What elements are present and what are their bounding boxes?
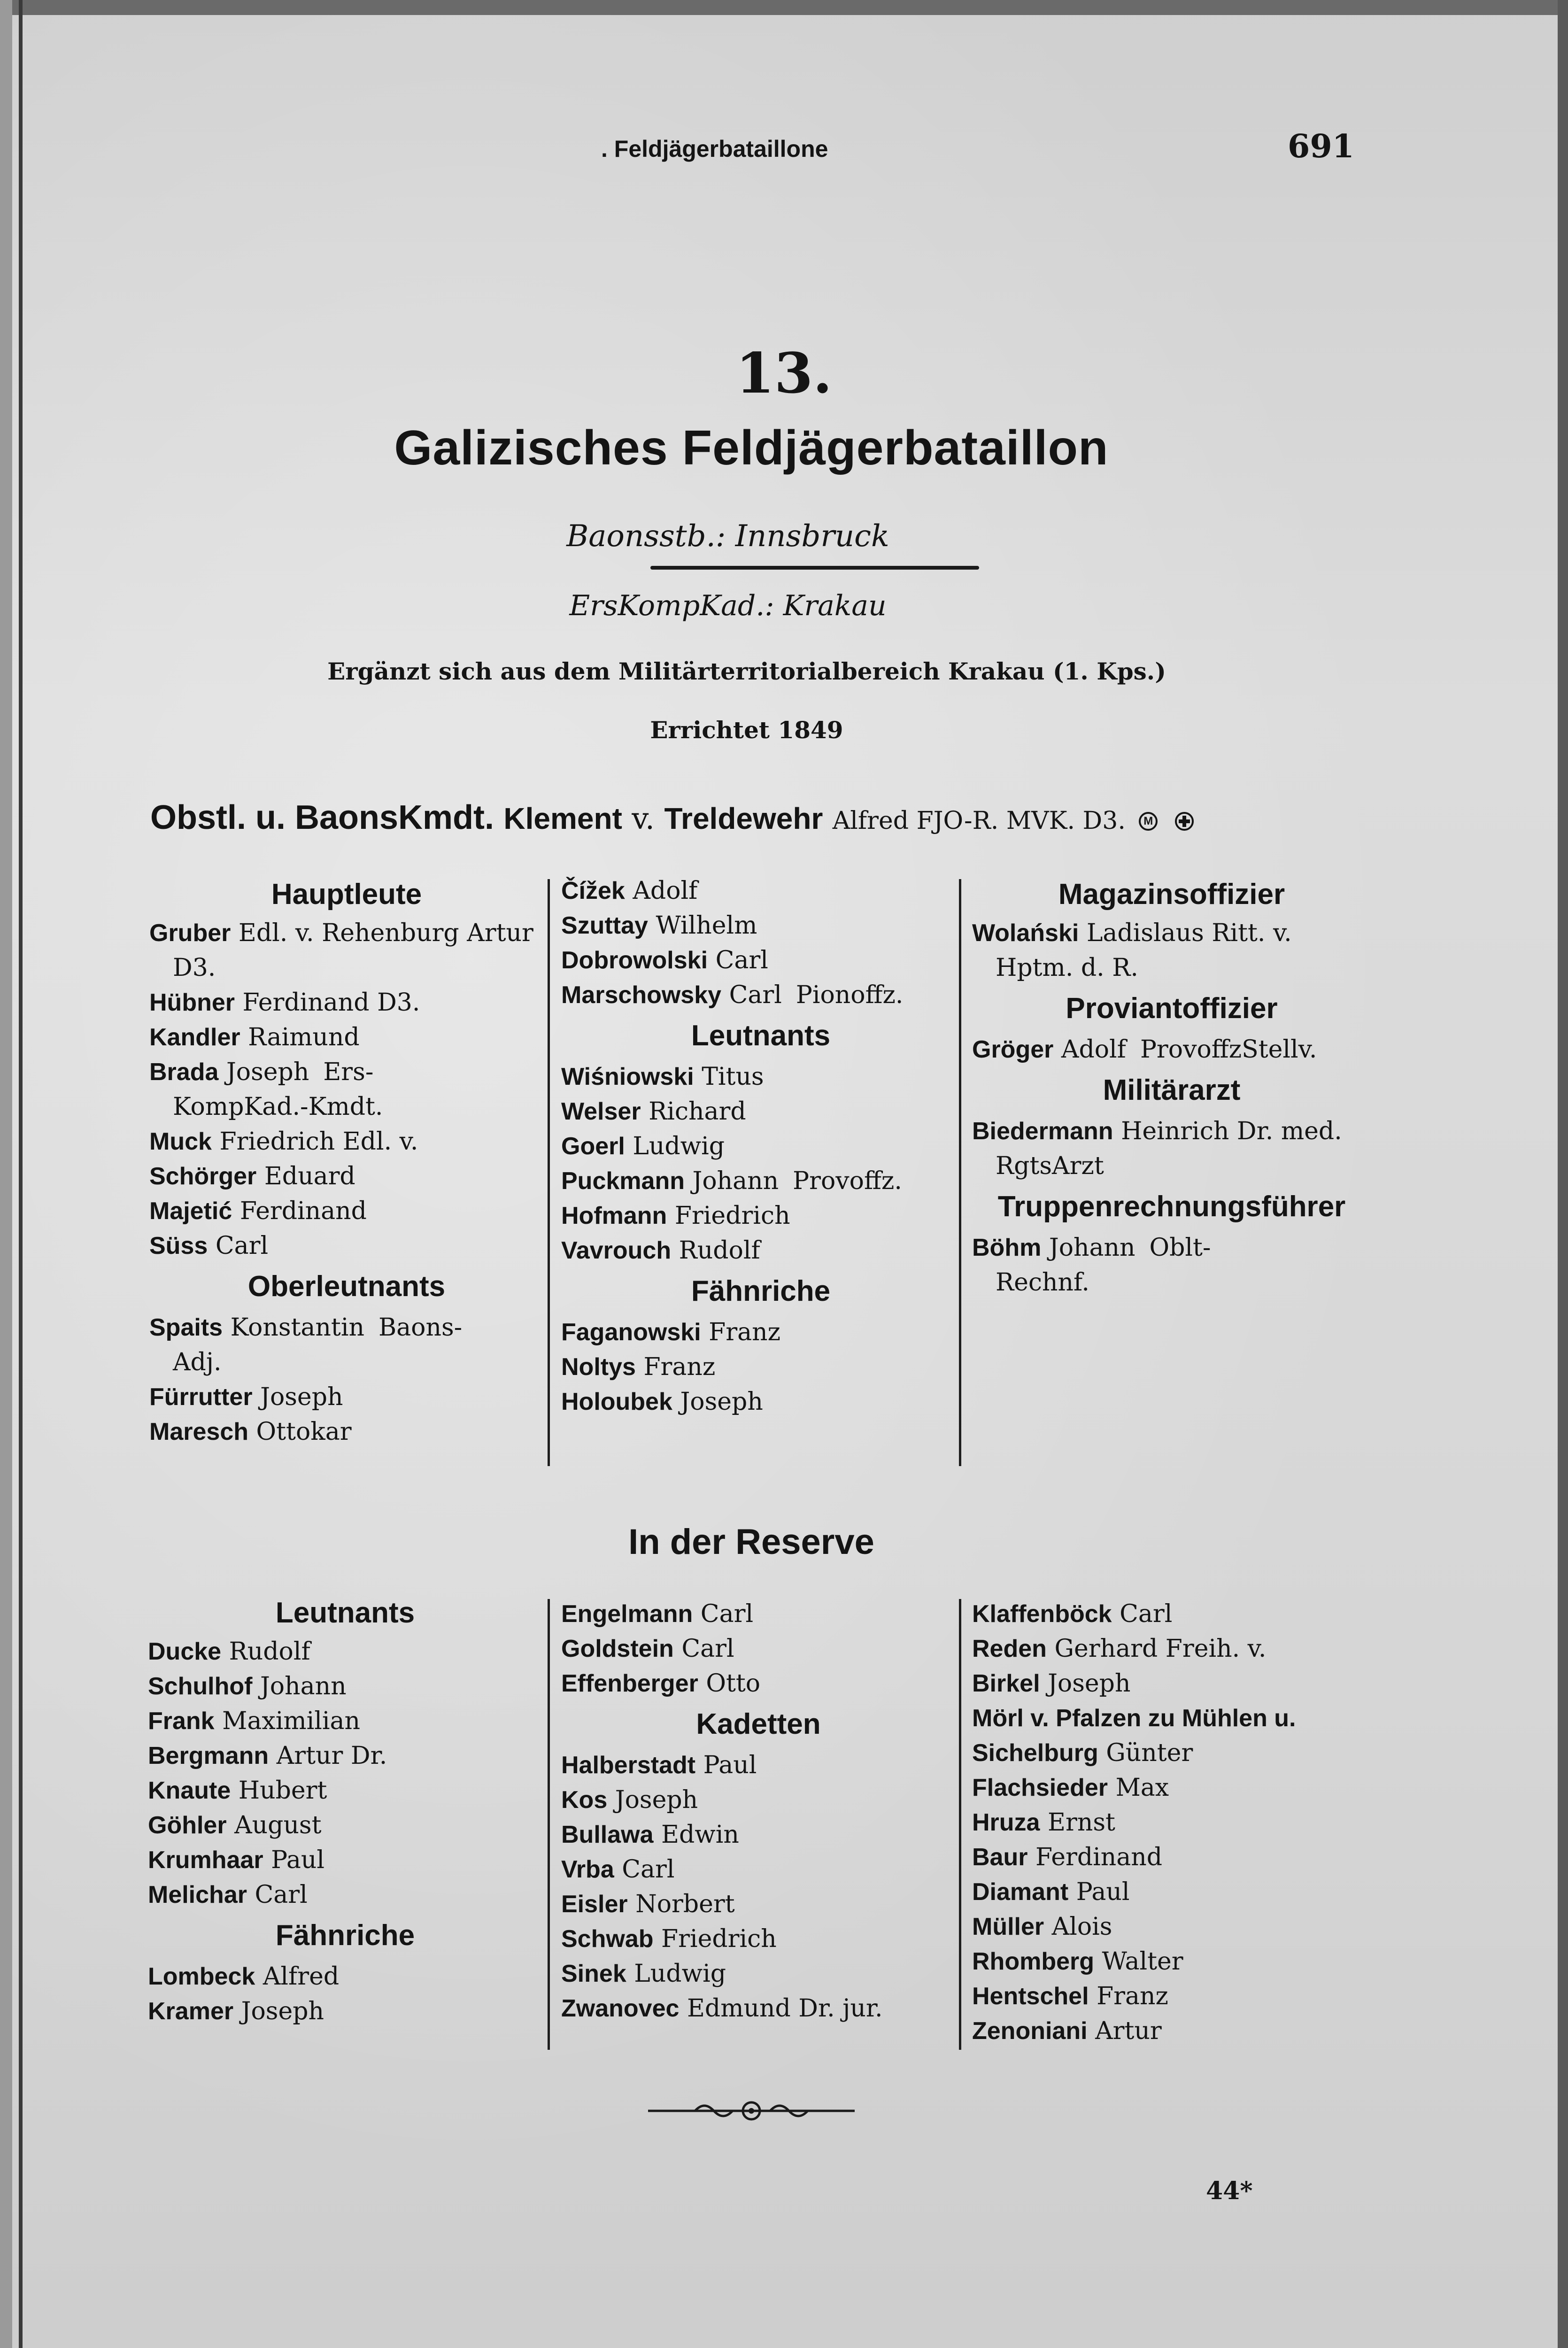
active-column-3 [972, 873, 1371, 1300]
given-name: Eduard [264, 1162, 355, 1190]
surname: Kos [561, 1786, 608, 1814]
given-name: Joseph [1048, 1669, 1131, 1698]
surname: Gröger [972, 1036, 1054, 1063]
staff-station: Baonsstb.: Innsbruck [566, 519, 889, 554]
given-name: Edmund Dr. jur. [687, 1994, 883, 2023]
surname: Sichelburg [972, 1739, 1098, 1767]
list-item [149, 1020, 544, 1055]
list-item [561, 1748, 956, 1783]
given-name: RgtsArzt [996, 1152, 1104, 1180]
given-name: Johann [260, 1672, 347, 1700]
surname: Muck [149, 1128, 212, 1155]
list-item [972, 1770, 1395, 1805]
given-name: Friedrich [661, 1925, 777, 1953]
list-item [972, 1597, 1395, 1631]
list-item [972, 1979, 1395, 2014]
list-item [149, 1310, 544, 1345]
given-name: Rudolf [229, 1637, 310, 1666]
surname: Hentschel [972, 1983, 1089, 2010]
surname: Zwanovec [561, 1995, 680, 2022]
list-item [561, 1887, 956, 1922]
res-leutnants-cont-list [561, 1597, 956, 1701]
surname: Ducke [148, 1638, 222, 1665]
list-item [972, 1701, 1395, 1736]
list-item [561, 943, 960, 978]
cross-medal-icon [1175, 812, 1194, 831]
list-item [561, 978, 960, 1012]
given-name: Johann [692, 1167, 779, 1195]
surname: Goldstein [561, 1635, 674, 1662]
list-item [972, 916, 1371, 950]
active-column-2 [561, 873, 960, 1419]
list-item [561, 1783, 956, 1817]
list-item [561, 1956, 956, 1991]
surname: Frank [148, 1707, 215, 1735]
list-item [561, 1233, 960, 1268]
list-item [148, 1704, 542, 1738]
founded-year: Errichtet 1849 [650, 716, 843, 744]
militaerarzt-list [972, 1114, 1371, 1183]
list-item [972, 1631, 1395, 1666]
section-oberleutnants: Oberleutnants [247, 1270, 446, 1303]
list-item [561, 1991, 956, 2026]
given-name: Joseph [680, 1388, 763, 1416]
given-name: Friedrich Edl. v. [219, 1128, 418, 1156]
given-name: Ludwig [633, 1132, 725, 1160]
section-truppenrechnungsfuehrer: Truppenrechnungsführer [997, 1190, 1346, 1223]
surname: Maresch [149, 1418, 248, 1445]
given-name: Franz [709, 1318, 780, 1346]
given-name: Walter [1102, 1947, 1183, 1976]
surname: Kandler [149, 1024, 240, 1051]
given-name: Carl [729, 981, 782, 1009]
given-name: KompKad.-Kmdt. [173, 1093, 383, 1121]
res-faehnriche-list [148, 1959, 542, 2029]
list-item [561, 1350, 960, 1384]
given-name: Maximilian [222, 1707, 361, 1735]
list-item [972, 1265, 1371, 1300]
title-rule [650, 566, 979, 570]
given-name: Artur Dr. [276, 1742, 387, 1770]
oberleutnants-list [149, 1310, 544, 1449]
given-name: Ferdinand D3. [242, 989, 420, 1017]
surname: Diamant [972, 1878, 1069, 1906]
column-rule [548, 1599, 550, 2050]
surname: Melichar [148, 1881, 247, 1908]
given-name: Paul [271, 1846, 324, 1874]
given-name: Heinrich Dr. med. [1121, 1117, 1342, 1145]
surname: Lombeck [148, 1963, 255, 1990]
surname: Birkel [972, 1670, 1040, 1697]
surname: Engelmann [561, 1600, 693, 1628]
given-name: Hubert [238, 1776, 327, 1805]
appointment: Oblt- [1149, 1234, 1211, 1262]
surname: Vrba [561, 1856, 614, 1883]
section-militaerarzt: Militärarzt [1103, 1074, 1241, 1106]
surname: Noltys [561, 1353, 636, 1381]
list-item [561, 1198, 960, 1233]
commander-name2: Treldewehr [664, 802, 823, 835]
list-item [148, 1738, 542, 1773]
list-item [149, 916, 544, 950]
surname: Göhler [148, 1812, 227, 1839]
given-name: Artur [1095, 2017, 1162, 2045]
surname: Wiśniowski [561, 1063, 694, 1090]
section-faehnriche: Fähnriche [691, 1275, 831, 1307]
list-item [561, 1164, 960, 1198]
list-item [972, 1805, 1395, 1840]
given-name: Carl [1120, 1600, 1173, 1628]
page-number: 691 [1288, 128, 1354, 165]
list-item [972, 1944, 1395, 1979]
list-item [561, 1315, 960, 1350]
surname: Klaffenböck [972, 1600, 1112, 1628]
surname: Majetić [149, 1197, 232, 1225]
list-item [561, 1631, 956, 1666]
appointment: Provoffz. [793, 1167, 902, 1195]
section-res-faehnriche: Fähnriche [275, 1919, 415, 1952]
surname: Knaute [148, 1777, 231, 1804]
list-item [149, 1228, 544, 1263]
given-name: Rechnf. [996, 1268, 1089, 1297]
list-item [149, 1345, 544, 1380]
list-item [972, 1875, 1395, 1909]
leutnants-list [561, 1059, 960, 1268]
list-item [561, 1817, 956, 1852]
surname: Reden [972, 1635, 1047, 1662]
surname: Mörl v. Pfalzen zu Mühlen u. [972, 1705, 1296, 1732]
given-name: Günter [1106, 1739, 1193, 1767]
list-item [148, 1877, 542, 1912]
given-name: Norbert [635, 1890, 735, 1918]
surname: Eisler [561, 1891, 628, 1918]
section-in-der-reserve: In der Reserve [628, 1522, 874, 1562]
list-item [972, 1909, 1395, 1944]
given-name: Ferdinand [1035, 1843, 1163, 1871]
given-name: Ladislaus Ritt. v. [1086, 919, 1292, 947]
column-rule [959, 1599, 961, 2050]
res-leutnants-list [148, 1634, 542, 1912]
list-item [972, 1736, 1395, 1770]
column-rule [959, 879, 961, 1466]
surname: Čížek [561, 877, 625, 904]
given-name: Carl [215, 1232, 269, 1260]
faehnriche-list [561, 1315, 960, 1419]
res-column-3-list [972, 1597, 1395, 2048]
given-name: Franz [643, 1353, 716, 1381]
given-name: Carl [700, 1600, 754, 1628]
list-item [149, 1055, 544, 1089]
scan-edge-top [0, 0, 1568, 15]
column-rule [548, 879, 550, 1466]
ornament-divider [648, 2097, 855, 2125]
reserve-cadre: ErsKompKad.: Krakau [569, 589, 887, 622]
kadetten-list [561, 1748, 956, 2026]
surname: Kramer [148, 1998, 234, 2025]
given-name: Alfred [263, 1962, 340, 1991]
given-name: Ottokar [256, 1418, 352, 1446]
commander-details: Alfred FJO-R. MVK. D3. [832, 807, 1126, 835]
given-name: Edwin [661, 1821, 739, 1849]
section-proviantoffizier: Proviantoffizier [1066, 992, 1278, 1025]
given-name: Titus [702, 1063, 764, 1091]
appointment: Ers- [323, 1058, 374, 1086]
surname: Hübner [149, 989, 235, 1016]
surname: Bergmann [148, 1742, 269, 1769]
given-name: Joseph [241, 1997, 324, 2025]
list-item [148, 1773, 542, 1808]
surname: Schulhof [148, 1673, 253, 1700]
surname: Müller [972, 1913, 1044, 1940]
list-item [972, 2014, 1395, 2048]
section-res-leutnants: Leutnants [275, 1597, 415, 1629]
given-name: Raimund [248, 1023, 360, 1051]
list-item [149, 950, 544, 985]
list-item [561, 908, 960, 943]
surname: Flachsieder [972, 1774, 1108, 1801]
surname: Baur [972, 1844, 1028, 1871]
hauptleute-list [149, 916, 544, 1263]
given-name: August [234, 1811, 322, 1839]
surname: Schörger [149, 1163, 257, 1190]
surname: Spaits [149, 1314, 223, 1341]
list-item [149, 1194, 544, 1228]
given-name: Richard [649, 1097, 746, 1126]
list-item [561, 1597, 956, 1631]
list-item [972, 1114, 1371, 1149]
appointment: Baons- [378, 1313, 463, 1342]
list-item [972, 1230, 1371, 1265]
appointment: Pionoffz. [796, 981, 904, 1009]
section-magazinsoffizier: Magazinsoffizier [1058, 878, 1285, 911]
given-name: D3. [173, 954, 216, 982]
surname: Fürrutter [149, 1383, 253, 1411]
signature-mark: 44* [1206, 2177, 1253, 2205]
given-name: Adolf [1061, 1035, 1126, 1064]
surname: Rhomberg [972, 1948, 1094, 1975]
reserve-column-3 [972, 1597, 1395, 2048]
given-name: Joseph [226, 1058, 309, 1086]
surname: Hofmann [561, 1202, 667, 1229]
list-item [561, 1094, 960, 1129]
magazinsoffizier-list [972, 916, 1371, 985]
list-item [972, 1032, 1371, 1067]
given-name: Joseph [260, 1383, 343, 1411]
surname: Wolański [972, 919, 1079, 947]
given-name: Max [1115, 1774, 1169, 1802]
list-item [148, 1669, 542, 1704]
given-name: Rudolf [679, 1236, 760, 1265]
list-item [149, 1124, 544, 1159]
list-item [148, 1634, 542, 1669]
surname: Szuttay [561, 912, 648, 939]
list-item [561, 1922, 956, 1956]
active-column-1 [149, 873, 544, 1449]
surname: Vavrouch [561, 1237, 672, 1264]
unit-number: 13. [735, 340, 833, 406]
running-head: . Feldjägerbataillone [601, 136, 828, 162]
surname: Biedermann [972, 1118, 1113, 1145]
surname: Süss [149, 1232, 208, 1259]
given-name: Friedrich [674, 1202, 790, 1230]
given-name: Franz [1097, 1982, 1168, 2010]
military-merit-icon: M [1139, 812, 1158, 831]
section-hauptleute: Hauptleute [271, 878, 422, 911]
truppenrechnungsfuehrer-list [972, 1230, 1371, 1300]
given-name: Ernst [1048, 1808, 1115, 1837]
surname: Brada [149, 1058, 219, 1086]
given-name: Konstantin [230, 1313, 364, 1342]
list-item [148, 1959, 542, 1994]
surname: Schwab [561, 1925, 654, 1953]
list-item [148, 1843, 542, 1877]
given-name: Carl [681, 1635, 734, 1663]
given-name: Paul [703, 1751, 757, 1779]
list-item [972, 950, 1371, 985]
given-name: Otto [706, 1669, 761, 1698]
list-item [972, 1840, 1395, 1875]
commander-particle: v. [632, 802, 655, 836]
list-item [972, 1666, 1395, 1701]
unit-title: Galizisches Feldjägerbataillon [394, 421, 1109, 475]
surname: Puckmann [561, 1167, 685, 1195]
list-item [148, 1994, 542, 2029]
section-leutnants: Leutnants [691, 1020, 831, 1052]
list-item [148, 1808, 542, 1843]
surname: Böhm [972, 1234, 1042, 1261]
surname: Welser [561, 1098, 641, 1125]
list-item [561, 873, 960, 908]
surname: Effenberger [561, 1670, 698, 1697]
list-item [149, 1159, 544, 1194]
list-item [561, 1059, 960, 1094]
surname: Hruza [972, 1809, 1040, 1836]
surname: Bullawa [561, 1821, 654, 1848]
surname: Marschowsky [561, 981, 722, 1009]
recruitment-district: Ergänzt sich aus dem Militärterritorialbereich Krakau (1. Kps.) [327, 657, 1166, 685]
reserve-column-1 [148, 1592, 542, 2029]
surname: Halberstadt [561, 1752, 696, 1779]
list-item [561, 1852, 956, 1887]
list-item [561, 1666, 956, 1701]
given-name: Edl. v. Rehenburg Artur [238, 919, 533, 947]
surname: Zenoniani [972, 2017, 1088, 2045]
given-name: Wilhelm [656, 911, 757, 940]
surname: Dobrowolski [561, 947, 708, 974]
appointment: ProvoffzStellv. [1140, 1035, 1317, 1064]
list-item [149, 1089, 544, 1124]
reserve-column-2 [561, 1597, 956, 2026]
given-name: Carl [255, 1881, 308, 1909]
given-name: Hptm. d. R. [996, 954, 1138, 982]
given-name: Adj. [173, 1348, 222, 1376]
given-name: Gerhard Freih. v. [1054, 1635, 1267, 1663]
given-name: Carl [622, 1855, 675, 1884]
surname: Faganowski [561, 1319, 701, 1346]
commander-rank: Obstl. u. BaonsKmdt. [150, 799, 494, 836]
hauptleute-cont-list [561, 873, 960, 1012]
list-item [149, 1380, 544, 1414]
list-item [561, 1384, 960, 1419]
section-kadetten: Kadetten [696, 1708, 821, 1740]
proviantoffizier-list [972, 1032, 1371, 1067]
commander-line [150, 798, 1197, 837]
given-name: Paul [1076, 1878, 1130, 1906]
given-name: Alois [1051, 1913, 1112, 1941]
list-item [972, 1149, 1371, 1183]
list-item [149, 1414, 544, 1449]
surname: Gruber [149, 919, 231, 947]
surname: Sinek [561, 1960, 626, 1987]
given-name: Adolf [633, 877, 698, 905]
list-item [561, 1129, 960, 1164]
surname: Holoubek [561, 1388, 672, 1415]
given-name: Ferdinand [239, 1197, 367, 1225]
given-name: Ludwig [634, 1960, 726, 1988]
given-name: Carl [715, 946, 768, 974]
surname: Goerl [561, 1133, 625, 1160]
surname: Krumhaar [148, 1846, 263, 1874]
list-item [149, 985, 544, 1020]
commander-name: Klement [503, 802, 622, 835]
given-name: Joseph [615, 1786, 698, 1814]
given-name: Johann [1049, 1234, 1135, 1262]
